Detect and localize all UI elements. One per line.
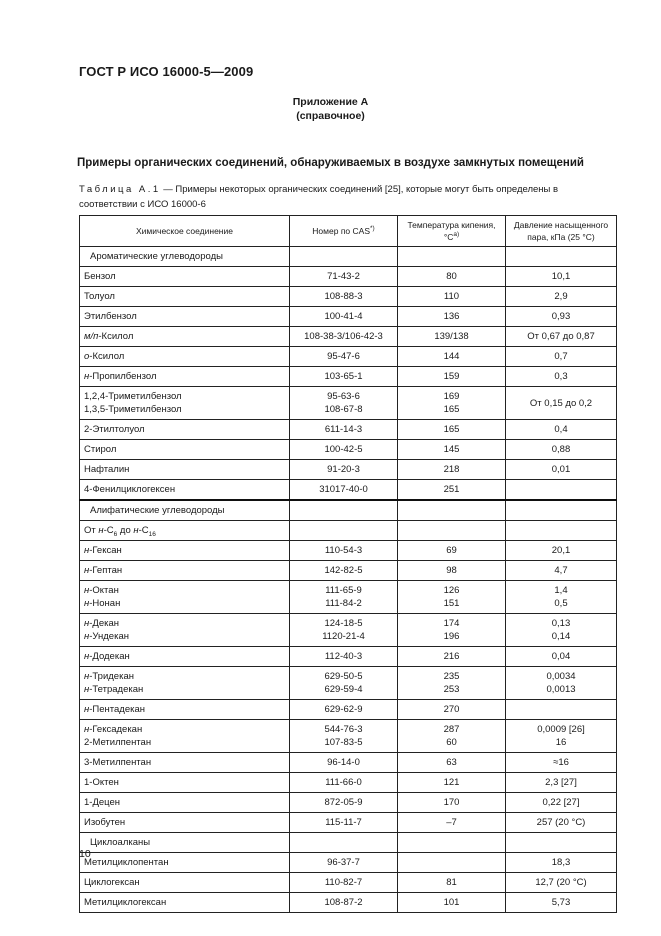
cell-line: 629-50-5	[324, 671, 363, 682]
table-row	[80, 327, 617, 347]
cell-cas	[290, 853, 398, 873]
cell-line: 20,1	[551, 545, 571, 556]
cell-cas	[290, 647, 398, 667]
cell-line: 0,93	[551, 311, 571, 322]
table-row	[80, 420, 617, 440]
header-boiling-temp	[398, 216, 506, 247]
cell-vapor-pressure	[506, 853, 617, 873]
cell-line: 101	[443, 897, 460, 908]
cell-boiling-temp	[398, 500, 506, 521]
cell-line: н-Тридекан	[84, 671, 134, 682]
cell-line: 108-88-3	[324, 291, 363, 302]
cell-line: Этилбензол	[84, 311, 137, 322]
cell-vapor-pressure	[506, 833, 617, 853]
cell-cas	[290, 287, 398, 307]
table-row	[80, 753, 617, 773]
cell-vapor-pressure	[506, 773, 617, 793]
table-caption-text: — Примеры некоторых органических соединений [25], которые могут быть определены в соответствии с ИСО 16000-6	[79, 184, 559, 210]
cell-line: о-Ксилол	[84, 351, 125, 362]
cell-boiling-temp	[398, 667, 506, 700]
cell-line: 110	[443, 291, 460, 302]
cell-vapor-pressure	[506, 500, 617, 521]
cell-line: 4,7	[554, 565, 568, 576]
cell-boiling-temp	[398, 773, 506, 793]
table-row	[80, 813, 617, 833]
cell-vapor-pressure	[506, 440, 617, 460]
cell-line: Толуол	[84, 291, 115, 302]
cell-compound	[80, 500, 290, 521]
cell-cas	[290, 614, 398, 647]
cell-cas	[290, 440, 398, 460]
cell-line: Метилциклопентан	[84, 857, 169, 868]
cell-line: –7	[446, 817, 457, 828]
cell-vapor-pressure	[506, 893, 617, 913]
table-row	[80, 647, 617, 667]
table-row	[80, 561, 617, 581]
cell-vapor-pressure	[506, 460, 617, 480]
cell-line: 251	[443, 484, 460, 495]
cell-line: Метилциклогексан	[84, 897, 167, 908]
cell-compound	[80, 667, 290, 700]
cell-line: 111-84-2	[325, 598, 362, 609]
cell-line: н-Октан	[84, 585, 119, 596]
cell-cas	[290, 521, 398, 541]
cell-compound	[80, 420, 290, 440]
cell-cas	[290, 541, 398, 561]
cell-compound	[80, 720, 290, 753]
cell-line: 71-43-2	[327, 271, 360, 282]
cell-line: 107-83-5	[324, 737, 363, 748]
cell-line: Изобутен	[84, 817, 126, 828]
cell-boiling-temp	[398, 327, 506, 347]
cell-vapor-pressure	[506, 307, 617, 327]
cell-line: 108-87-2	[324, 897, 363, 908]
cell-line: 1120-21-4	[322, 631, 365, 642]
cell-line: 10,1	[551, 271, 571, 282]
table-row	[80, 893, 617, 913]
cell-boiling-temp	[398, 247, 506, 267]
cell-boiling-temp	[398, 521, 506, 541]
annex-subtitle: (справочное)	[296, 110, 365, 122]
cell-line: Циклоалканы	[90, 837, 151, 848]
cell-boiling-temp	[398, 347, 506, 367]
cell-boiling-temp	[398, 893, 506, 913]
cell-cas	[290, 581, 398, 614]
cell-vapor-pressure	[506, 367, 617, 387]
cell-vapor-pressure	[506, 753, 617, 773]
cell-line: 1,2,4-Триметилбензол	[84, 391, 182, 402]
cell-cas	[290, 500, 398, 521]
table-row	[80, 700, 617, 720]
cell-line: 144	[443, 351, 460, 362]
table-row	[80, 521, 617, 541]
cell-vapor-pressure	[506, 287, 617, 307]
cell-cas	[290, 700, 398, 720]
annex-title: Приложение А	[292, 96, 369, 108]
cell-vapor-pressure	[506, 247, 617, 267]
header-vapor-pressure: Давление насыщенного пара, кПа (25 °С)	[506, 216, 617, 247]
cell-line: 145	[443, 444, 460, 455]
cell-line: н-Ундекан	[84, 631, 129, 642]
cell-boiling-temp	[398, 267, 506, 287]
cell-boiling-temp	[398, 307, 506, 327]
header-temp-label: Температура кипения, °C	[407, 220, 496, 242]
cell-boiling-temp	[398, 480, 506, 501]
cell-line: 136	[443, 311, 460, 322]
cell-compound	[80, 893, 290, 913]
cell-line: ≈16	[553, 757, 569, 768]
cell-compound	[80, 833, 290, 853]
header-cas	[290, 216, 398, 247]
cell-boiling-temp	[398, 541, 506, 561]
cell-line: 151	[443, 598, 460, 609]
cell-line: 4-Фенилциклогексен	[84, 484, 176, 495]
cell-line: 544-76-3	[324, 724, 363, 735]
section-heading: Примеры органических соединений, обнаруживаемых в воздухе замкнутых помещений	[77, 157, 584, 169]
cell-line: 60	[446, 737, 457, 748]
cell-boiling-temp	[398, 581, 506, 614]
cell-compound	[80, 387, 290, 420]
cell-line: 2,9	[554, 291, 568, 302]
cell-cas	[290, 793, 398, 813]
cell-line: 110-54-3	[324, 545, 363, 556]
cell-line: Алифатические углеводороды	[90, 505, 225, 516]
cell-compound	[80, 267, 290, 287]
cell-line: 1,4	[554, 585, 568, 596]
cell-cas	[290, 247, 398, 267]
cell-line: От $н-C_6$ до $н-C_{16}$	[84, 525, 156, 538]
cell-cas	[290, 420, 398, 440]
cell-line: 95-63-6	[327, 391, 360, 402]
table-caption	[79, 183, 615, 212]
cell-line: н-Гексан	[84, 545, 122, 556]
cell-boiling-temp	[398, 873, 506, 893]
cell-boiling-temp	[398, 440, 506, 460]
cell-line: 110-82-7	[324, 877, 363, 888]
cell-boiling-temp	[398, 813, 506, 833]
cell-vapor-pressure	[506, 793, 617, 813]
cell-line: Нафталин	[84, 464, 130, 475]
cell-line: 0,0034	[546, 671, 576, 682]
cell-vapor-pressure	[506, 614, 617, 647]
cell-compound	[80, 480, 290, 501]
cell-line: От 0,15 до 0,2	[529, 397, 593, 409]
cell-line: 1-Децен	[84, 797, 121, 808]
cell-vapor-pressure	[506, 420, 617, 440]
cell-compound	[80, 647, 290, 667]
table-row	[80, 287, 617, 307]
table-row	[80, 460, 617, 480]
cell-vapor-pressure	[506, 521, 617, 541]
cell-line: 142-82-5	[324, 565, 363, 576]
cell-line: 0,7	[554, 351, 568, 362]
cell-line: 1-Октен	[84, 777, 119, 788]
cell-line: 611-14-3	[324, 424, 363, 435]
cell-vapor-pressure	[506, 267, 617, 287]
cell-boiling-temp	[398, 387, 506, 420]
cell-compound	[80, 873, 290, 893]
cell-line: н-Пропилбензол	[84, 371, 157, 382]
cell-line: 103-65-1	[324, 371, 363, 382]
cell-line: 98	[446, 565, 457, 576]
cell-line: 287	[443, 724, 460, 735]
cell-compound	[80, 327, 290, 347]
cell-vapor-pressure	[506, 581, 617, 614]
cell-compound	[80, 307, 290, 327]
cell-line: 216	[443, 651, 460, 662]
cell-line: 159	[443, 371, 460, 382]
cell-cas	[290, 307, 398, 327]
cell-line: 80	[446, 271, 457, 282]
table-row	[80, 853, 617, 873]
cell-line: 96-37-7	[327, 857, 360, 868]
cell-compound	[80, 367, 290, 387]
table-row	[80, 793, 617, 813]
table-row	[80, 347, 617, 367]
cell-vapor-pressure	[506, 813, 617, 833]
cell-line: 108-38-3/106-42-3	[304, 331, 383, 342]
header-cas-label: Номер по CAS	[312, 226, 370, 236]
document-code: ГОСТ Р ИСО 16000-5—2009	[79, 64, 254, 79]
cell-compound	[80, 813, 290, 833]
cell-compound	[80, 753, 290, 773]
cell-line: 3-Метилпентан	[84, 757, 152, 768]
cell-line: 63	[446, 757, 457, 768]
cell-cas	[290, 813, 398, 833]
cell-line: 121	[443, 777, 460, 788]
cell-line: н-Нонан	[84, 598, 121, 609]
cell-cas	[290, 561, 398, 581]
cell-line: н-Декан	[84, 618, 120, 629]
cell-line: 0,14	[551, 631, 571, 642]
table-row	[80, 267, 617, 287]
cell-vapor-pressure	[506, 480, 617, 501]
cell-vapor-pressure	[506, 561, 617, 581]
table-row	[80, 773, 617, 793]
cell-line: 196	[443, 631, 460, 642]
cell-line: 96-14-0	[327, 757, 360, 768]
cell-boiling-temp	[398, 647, 506, 667]
cell-line: 629-59-4	[324, 684, 363, 695]
cell-line: 81	[446, 877, 457, 888]
cell-boiling-temp	[398, 753, 506, 773]
cell-line: 2-Этилтолуол	[84, 424, 145, 435]
cell-line: 18,3	[551, 857, 571, 868]
cell-line: 111-66-0	[325, 777, 362, 788]
cell-compound	[80, 440, 290, 460]
cell-line: Ароматические углеводороды	[90, 251, 223, 262]
cell-vapor-pressure	[506, 873, 617, 893]
cell-boiling-temp	[398, 287, 506, 307]
cell-compound	[80, 853, 290, 873]
cell-line: 100-42-5	[324, 444, 363, 455]
cell-vapor-pressure	[506, 387, 617, 420]
cell-compound	[80, 347, 290, 367]
table-caption-label: Таблица А.1	[79, 184, 161, 195]
cell-line: 124-18-5	[324, 618, 363, 629]
cell-line: 16	[555, 737, 567, 748]
table-row	[80, 307, 617, 327]
cell-line: 126	[443, 585, 460, 596]
cell-line: 31017-40-0	[319, 484, 368, 495]
cell-line: 115-11-7	[325, 817, 362, 828]
cell-line: 100-41-4	[324, 311, 363, 322]
cell-cas	[290, 873, 398, 893]
cell-cas	[290, 667, 398, 700]
cell-cas	[290, 480, 398, 501]
cell-compound	[80, 460, 290, 480]
table-row	[80, 387, 617, 420]
table-row	[80, 581, 617, 614]
cell-cas	[290, 460, 398, 480]
cell-line: 0,04	[551, 651, 571, 662]
cell-line: н-Тетрадекан	[84, 684, 144, 695]
cell-compound	[80, 561, 290, 581]
cell-line: Бензол	[84, 271, 116, 282]
header-temp-note: а)	[453, 231, 460, 239]
cell-line: 111-65-9	[325, 585, 362, 596]
cell-compound	[80, 247, 290, 267]
table-row	[80, 440, 617, 460]
cell-compound	[80, 773, 290, 793]
table-row	[80, 367, 617, 387]
table-row	[80, 614, 617, 647]
cell-boiling-temp	[398, 561, 506, 581]
table-row	[80, 541, 617, 561]
cell-cas	[290, 753, 398, 773]
cell-line: 0,4	[554, 424, 568, 435]
cell-vapor-pressure	[506, 327, 617, 347]
cell-boiling-temp	[398, 833, 506, 853]
cell-vapor-pressure	[506, 700, 617, 720]
cell-line: н-Додекан	[84, 651, 130, 662]
cell-line: 235	[443, 671, 460, 682]
cell-line: 174	[443, 618, 460, 629]
cell-line: 0,0013	[546, 684, 576, 695]
table-row	[80, 720, 617, 753]
cell-compound	[80, 521, 290, 541]
cell-line: м/п-Ксилол	[84, 331, 134, 342]
cell-compound	[80, 793, 290, 813]
cell-line: 0,5	[554, 598, 568, 609]
cell-line: н-Пентадекан	[84, 704, 146, 715]
cell-vapor-pressure	[506, 647, 617, 667]
cell-compound	[80, 541, 290, 561]
cell-cas	[290, 833, 398, 853]
table-row	[80, 873, 617, 893]
cell-line: 0,88	[551, 444, 571, 455]
cell-line: 169	[443, 391, 460, 402]
cell-cas	[290, 773, 398, 793]
cell-line: 95-47-6	[327, 351, 360, 362]
cell-vapor-pressure	[506, 347, 617, 367]
cell-line: От 0,67 до 0,87	[527, 331, 595, 342]
cell-cas	[290, 387, 398, 420]
cell-cas	[290, 327, 398, 347]
table-group-row	[80, 500, 617, 521]
cell-line: 69	[446, 545, 457, 556]
cell-line: Стирол	[84, 444, 117, 455]
cell-line: 1,3,5-Триметилбензол	[84, 404, 182, 415]
cell-line: 629-62-9	[324, 704, 363, 715]
cell-boiling-temp	[398, 614, 506, 647]
cell-line: 0,13	[551, 618, 571, 629]
cell-line: 165	[443, 424, 460, 435]
cell-vapor-pressure	[506, 541, 617, 561]
cell-line: 2-Метилпентан	[84, 737, 152, 748]
cell-line: 218	[443, 464, 460, 475]
cell-line: 257 (20 °С)	[536, 817, 586, 828]
cell-cas	[290, 347, 398, 367]
cell-vapor-pressure	[506, 720, 617, 753]
cell-compound	[80, 614, 290, 647]
cell-cas	[290, 367, 398, 387]
cell-line: н-Гептан	[84, 565, 123, 576]
page-number: 10	[79, 848, 91, 860]
cell-boiling-temp	[398, 420, 506, 440]
cell-line: 872-05-9	[324, 797, 363, 808]
cell-line: н-Гексадекан	[84, 724, 143, 735]
cell-boiling-temp	[398, 460, 506, 480]
cell-line: 165	[443, 404, 460, 415]
cell-line: 170	[443, 797, 460, 808]
cell-line: 108-67-8	[324, 404, 363, 415]
table-body	[80, 247, 617, 913]
cell-line: 270	[443, 704, 460, 715]
header-compound: Химическое соединение	[80, 216, 290, 247]
cell-line: 112-40-3	[324, 651, 363, 662]
cell-line: 253	[443, 684, 460, 695]
cell-compound	[80, 700, 290, 720]
cell-line: 91-20-3	[327, 464, 360, 475]
table-row	[80, 480, 617, 501]
cell-boiling-temp	[398, 853, 506, 873]
table-group-row	[80, 833, 617, 853]
cell-line: 0,22 [27]	[542, 797, 580, 808]
cell-vapor-pressure	[506, 667, 617, 700]
cell-line: 0,0009 [26]	[537, 724, 585, 735]
cell-line: 2,3 [27]	[545, 777, 577, 788]
cell-line: 0,3	[554, 371, 568, 382]
cell-line: Циклогексан	[84, 877, 140, 888]
cell-line: 139/138	[434, 331, 469, 342]
cell-compound	[80, 287, 290, 307]
cell-cas	[290, 720, 398, 753]
cell-cas	[290, 893, 398, 913]
cell-cas	[290, 267, 398, 287]
cell-boiling-temp	[398, 700, 506, 720]
table-header-row	[80, 216, 617, 247]
cell-line: 5,73	[551, 897, 571, 908]
cell-boiling-temp	[398, 367, 506, 387]
table-row	[80, 667, 617, 700]
cell-boiling-temp	[398, 793, 506, 813]
cell-line: 0,01	[551, 464, 571, 475]
cell-line: 12,7 (20 °С)	[535, 877, 587, 888]
cell-boiling-temp	[398, 720, 506, 753]
cell-compound	[80, 581, 290, 614]
table-group-row	[80, 247, 617, 267]
header-cas-note: *)	[370, 225, 375, 233]
annex-heading	[0, 95, 661, 123]
compounds-table	[79, 215, 617, 913]
